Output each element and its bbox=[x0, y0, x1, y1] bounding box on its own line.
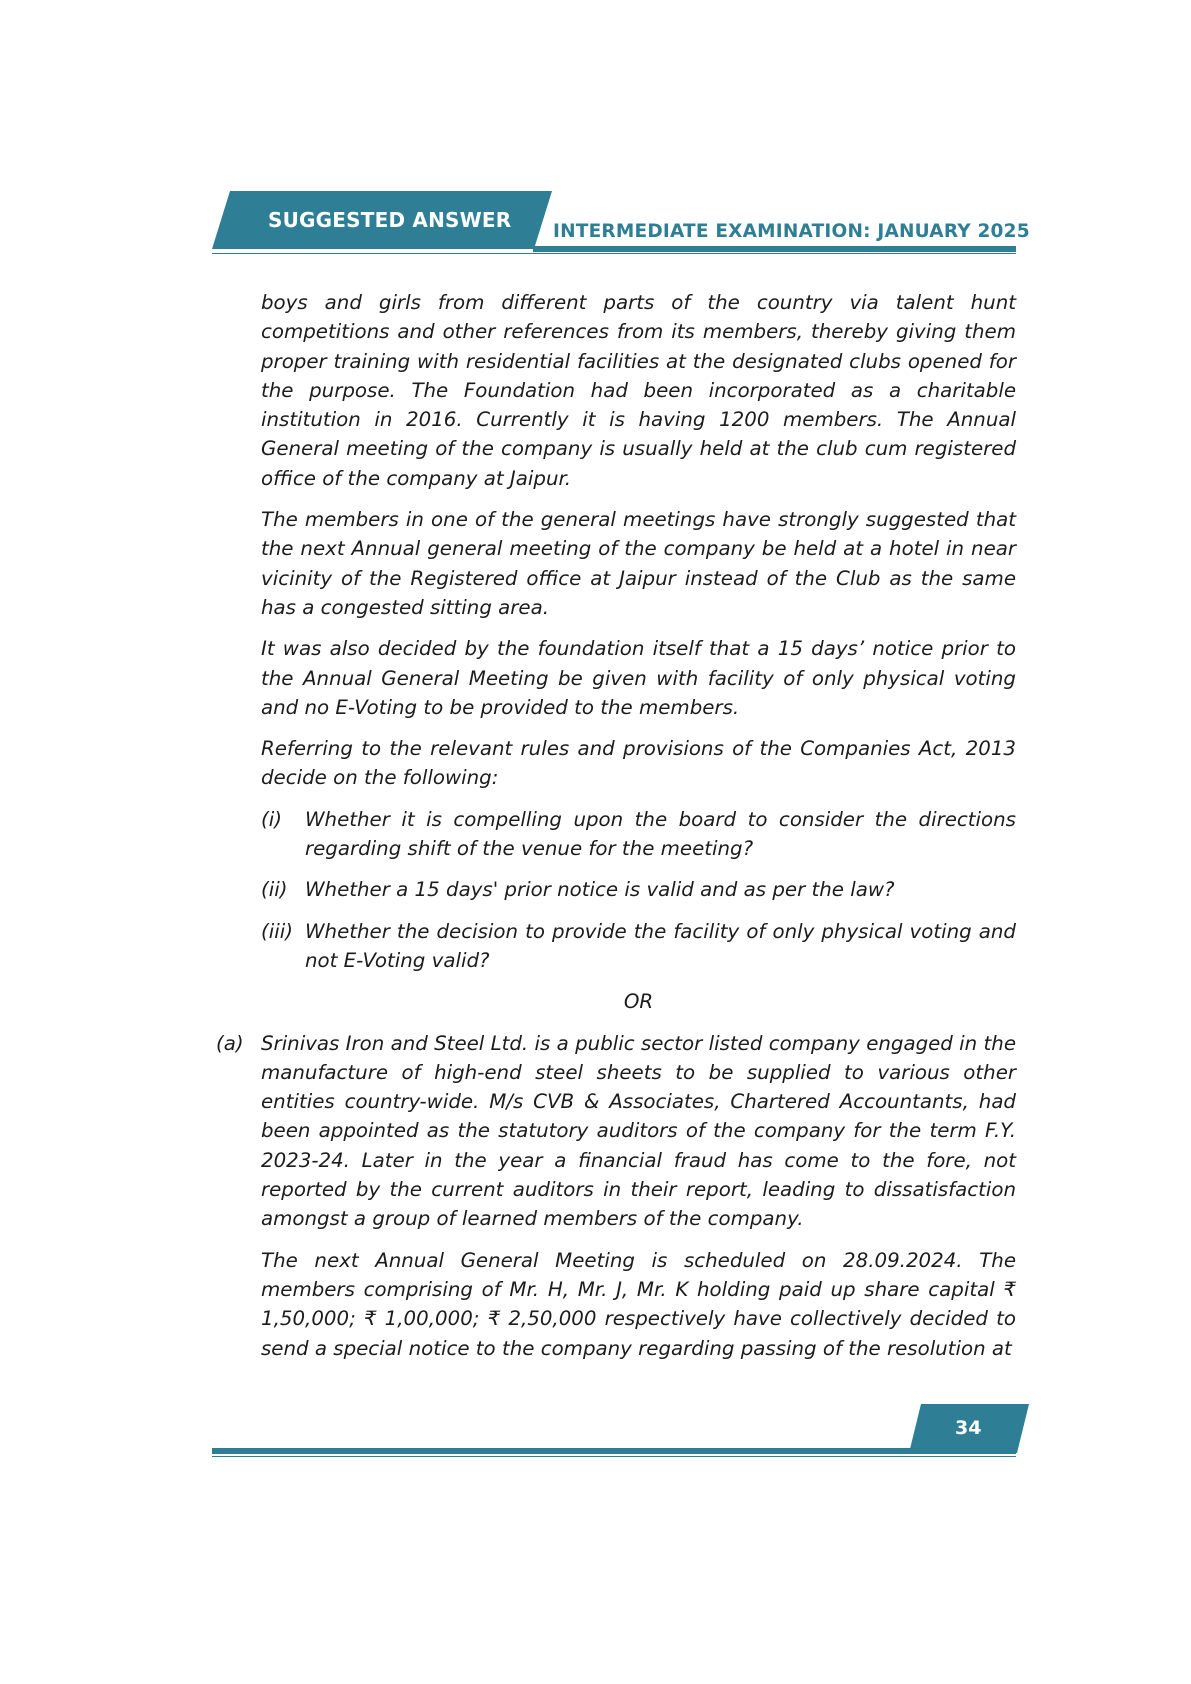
or-separator: OR bbox=[623, 990, 654, 1014]
list-item-number: (i) bbox=[261, 807, 282, 831]
footer-rule bbox=[212, 1448, 1016, 1454]
paragraph-5: The next Annual General Meeting is scheduled on 28.09.2024. The members comprising of Mr. H, Mr. J, Mr. K holding paid up share capital ₹ 1,50,000; ₹ 1,00,000; ₹ 2,50,000 respectively have collectively decided to send a special notice to the company regarding passing of the resolution at bbox=[261, 1248, 1016, 1360]
header-exam-title: INTERMEDIATE EXAMINATION: JANUARY 2025 bbox=[553, 221, 1030, 242]
paragraph-4: Referring to the relevant rules and provisions of the Companies Act, 2013 decide on the following: bbox=[261, 737, 1016, 790]
page-content bbox=[216, 288, 1016, 1375]
list-item-text: Whether a 15 days' prior notice is valid and as per the law? bbox=[305, 878, 895, 902]
list-item-number: (ii) bbox=[261, 878, 288, 902]
footer-thin-rule bbox=[212, 1456, 1016, 1457]
header-rule bbox=[533, 246, 1016, 252]
paragraph-1: boys and girls from different parts of the country via talent hunt competitions and other references from its members, thereby giving them proper training with residential facilities at the designated clubs opened for the purpose. The Foundation had been incorporated as a charitable institution in 2016. Currently it is having 1200 members. The Annual General meeting of the company is usually held at the club cum registered office of the company at Jaipur. bbox=[261, 291, 1016, 490]
list-item-text: Whether it is compelling upon the board to consider the directions regarding shift of the venue for the meeting? bbox=[305, 807, 1016, 861]
header-thin-rule bbox=[212, 253, 1016, 254]
list-item-text: Whether the decision to provide the facility of only physical voting and not E-Voting valid? bbox=[305, 919, 1016, 972]
paragraph-2: The members in one of the general meetings have strongly suggested that the next Annual general meeting of the company be held at a hotel in near vicinity of the Registered office at Jaipur instead of the Club as the same has a congested sitting area. bbox=[261, 508, 1016, 619]
page-number: 34 bbox=[955, 1417, 982, 1439]
question-a bbox=[216, 1029, 1016, 1234]
list-item-ii bbox=[261, 875, 1016, 904]
question-text: Srinivas Iron and Steel Ltd. is a public sector listed company engaged in the manufacture of high-end steel sheets to be supplied to various other entities country-wide. M/s CVB & Associates, Chartered Accountants, had been appointed as the statutory auditors of the company for the term F.Y. 2023-24. Later in the year a financial fraud has come to the fore, not reported by the current auditors in their report, leading to dissatisfaction amongst a group of learned members of the company. bbox=[261, 1031, 1016, 1231]
list-item-number: (iii) bbox=[261, 919, 293, 943]
list-item-i bbox=[261, 805, 1016, 864]
list-item-iii bbox=[261, 917, 1016, 976]
paragraph-3: It was also decided by the foundation itself that a 15 days’ notice prior to the Annual General Meeting be given with facility of only physical voting and no E-Voting to be provided to the members. bbox=[261, 637, 1016, 719]
question-number: (a) bbox=[216, 1031, 244, 1055]
header-suggested-answer: SUGGESTED ANSWER bbox=[268, 208, 512, 232]
